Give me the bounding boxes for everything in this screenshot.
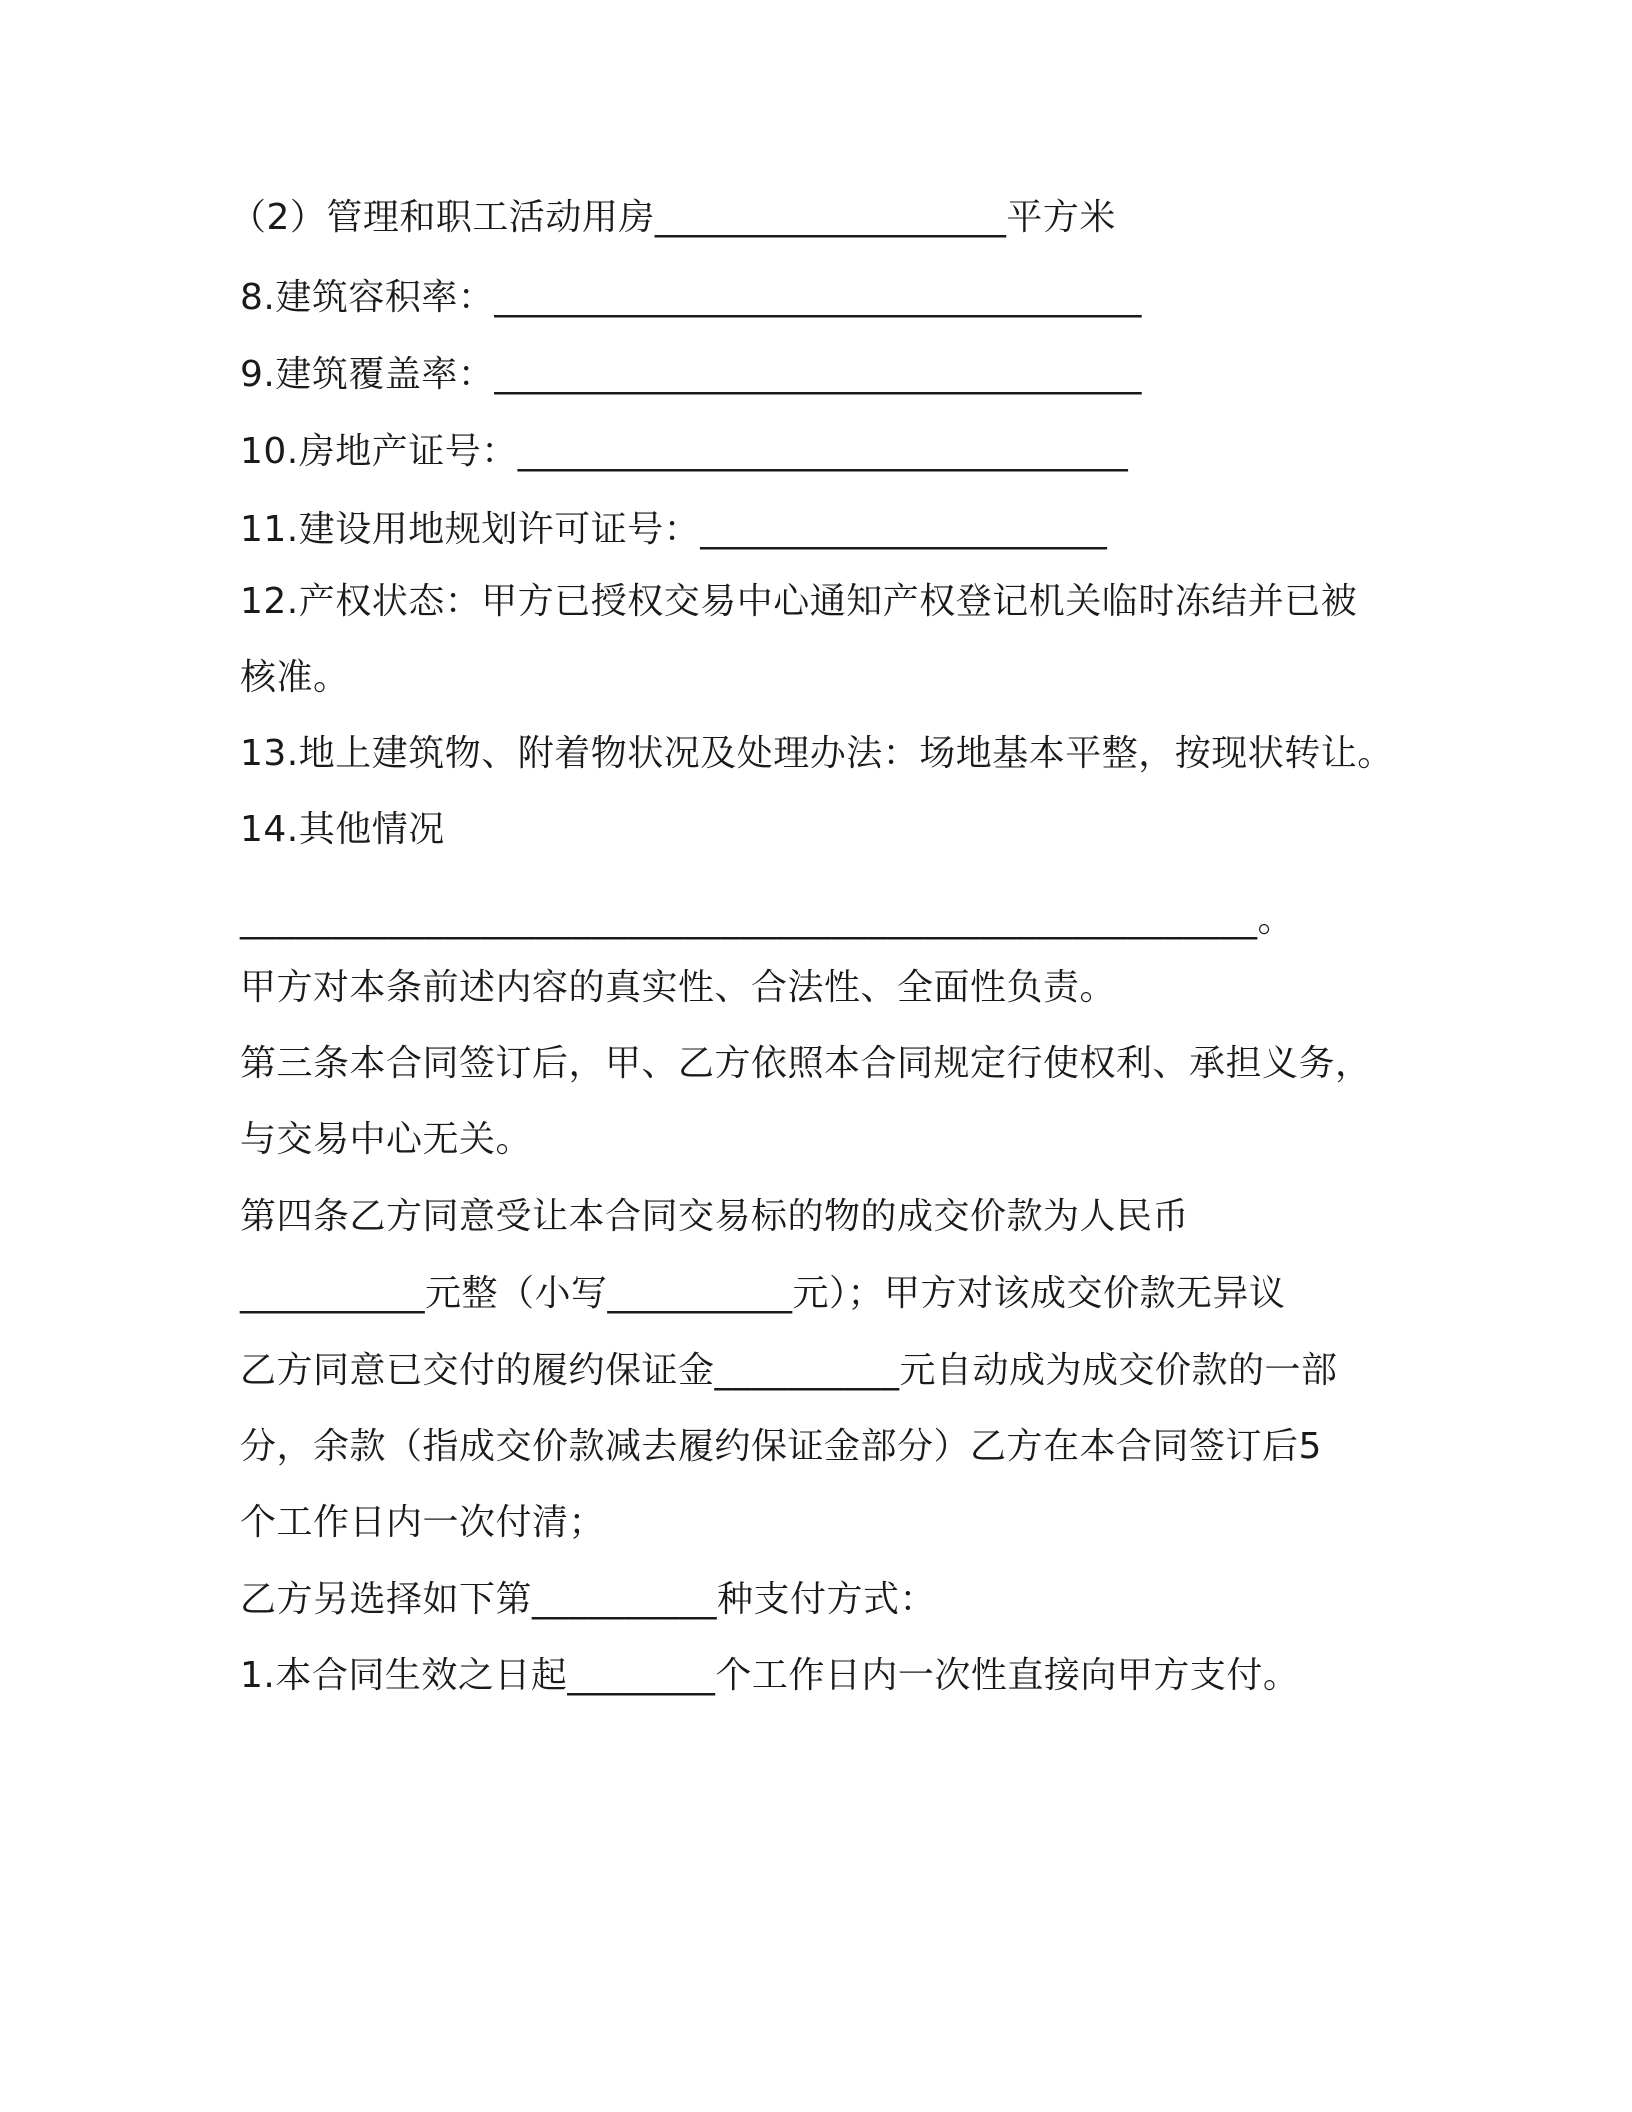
line-price-amount: __________元整（小写__________元）；甲方对该成交价款无异议 bbox=[240, 1273, 1286, 1314]
line-deposit: 乙方同意已交付的履约保证金__________元自动成为成交价款的一部 bbox=[240, 1350, 1338, 1391]
line-payment-method: 乙方另选择如下第__________种支付方式： bbox=[240, 1579, 937, 1620]
line-article-three: 第三条本合同签订后，甲、乙方依照本合同规定行使权利、承担义务， bbox=[240, 1043, 1372, 1084]
line-building-coverage: 9.建筑覆盖率：___________________________________ bbox=[240, 354, 1142, 395]
line-article-three-cont: 与交易中心无关。 bbox=[240, 1119, 533, 1160]
line-land-use-permit: 11.建设用地规划许可证号：______________________ bbox=[240, 509, 1108, 550]
line-article-four: 第四条乙方同意受让本合同交易标的物的成交价款为人民币 bbox=[240, 1196, 1190, 1237]
line-property-status-cont: 核准。 bbox=[240, 657, 350, 698]
line-payment-option-1: 1.本合同生效之日起________个工作日内一次性直接向甲方支付。 bbox=[240, 1655, 1300, 1696]
line-party-a-responsibility: 甲方对本条前述内容的真实性、合法性、全面性负责。 bbox=[240, 967, 1117, 1008]
line-other-conditions-blank: _______________________________________________________。 bbox=[240, 899, 1294, 940]
line-ground-buildings: 13.地上建筑物、附着物状况及处理办法：场地基本平整，按现状转让。 bbox=[240, 733, 1394, 774]
line-property-certificate: 10.房地产证号：_________________________________ bbox=[240, 431, 1129, 472]
line-management-housing: （2）管理和职工活动用房___________________平方米 bbox=[230, 197, 1116, 238]
line-floor-area-ratio: 8.建筑容积率：___________________________________ bbox=[240, 277, 1142, 318]
line-balance-cont: 个工作日内一次付清； bbox=[240, 1502, 606, 1543]
line-other-conditions: 14.其他情况 bbox=[240, 809, 445, 850]
line-property-status: 12.产权状态：甲方已授权交易中心通知产权登记机关临时冻结并已被 bbox=[240, 581, 1358, 622]
line-balance: 分，余款（指成交价款减去履约保证金部分）乙方在本合同签订后5 bbox=[240, 1426, 1322, 1467]
